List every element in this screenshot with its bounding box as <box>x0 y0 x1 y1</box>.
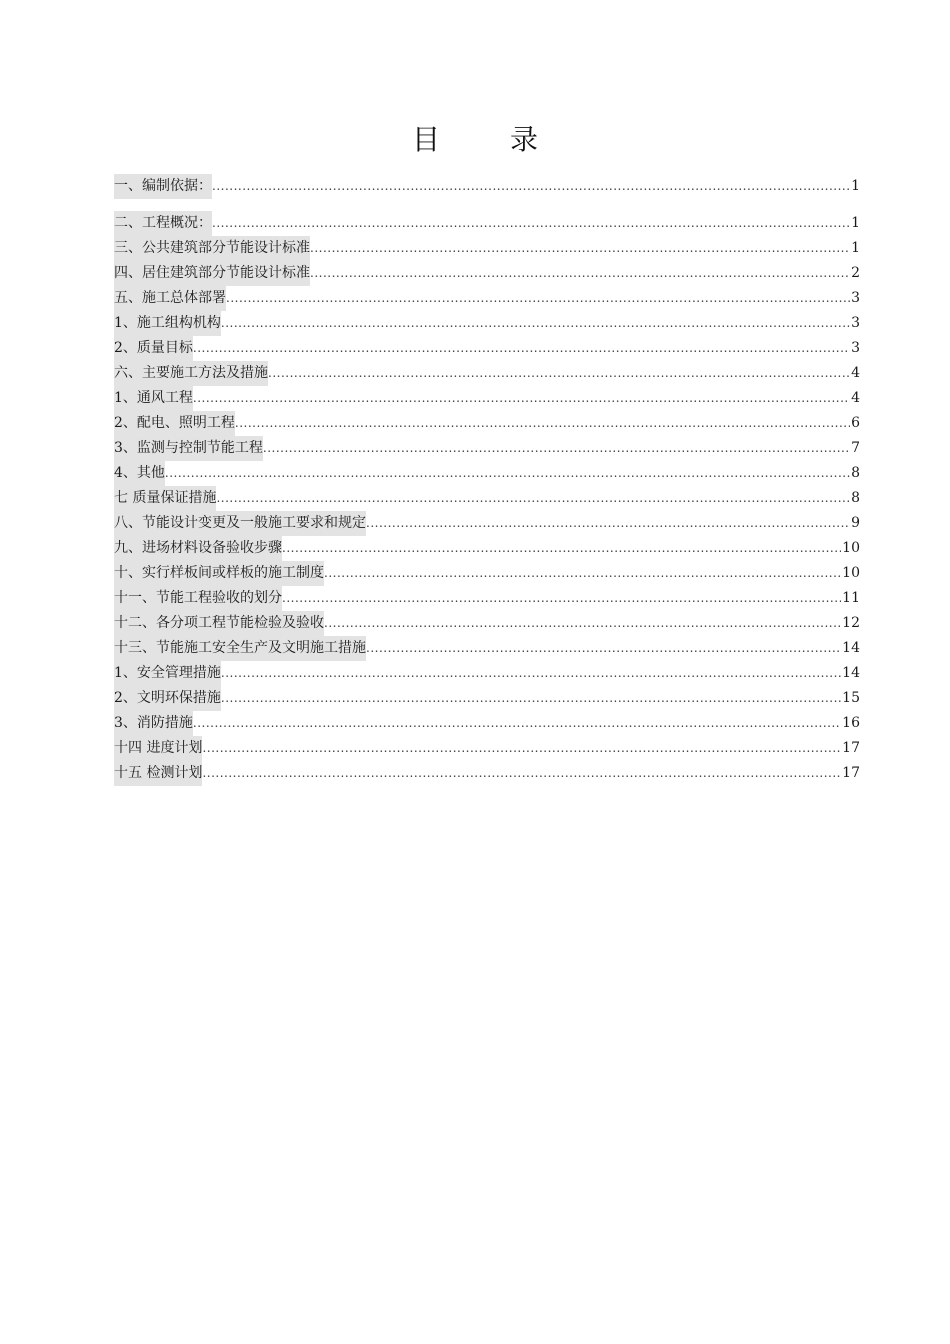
toc-entry[interactable] <box>114 286 860 311</box>
toc-entry[interactable] <box>114 361 860 386</box>
dot-leader <box>202 761 841 786</box>
toc-entry-page: 6 <box>851 415 860 431</box>
toc-entry-page: 1 <box>851 178 860 194</box>
dot-leader <box>221 661 841 686</box>
toc-entry-page: 4 <box>851 365 860 381</box>
toc-entry-label: 一、编制依据： <box>114 174 212 199</box>
toc-entry-page: 14 <box>842 640 860 656</box>
dot-leader <box>193 386 850 411</box>
toc-entry[interactable] <box>114 311 860 336</box>
toc-entry[interactable] <box>114 711 860 736</box>
dot-leader <box>202 736 841 761</box>
toc-entry-page: 3 <box>851 315 860 331</box>
toc-entry-page: 15 <box>842 690 860 706</box>
toc-entry[interactable] <box>114 561 860 586</box>
dot-leader <box>193 711 841 736</box>
toc-entry-page: 11 <box>842 590 860 606</box>
toc-entry-page: 1 <box>851 240 860 256</box>
table-of-contents <box>114 174 860 786</box>
toc-entry-label: 1、安全管理措施 <box>114 661 221 686</box>
toc-entry-page: 7 <box>851 440 860 456</box>
toc-entry-page: 9 <box>851 515 860 531</box>
toc-entry[interactable] <box>114 636 860 661</box>
toc-entry-label: 4、其他 <box>114 461 165 486</box>
dot-leader <box>221 311 850 336</box>
toc-entry-label: 1、施工组构机构 <box>114 311 221 336</box>
toc-title-char-2: 录 <box>510 123 539 156</box>
toc-entry[interactable] <box>114 611 860 636</box>
dot-leader <box>263 436 850 461</box>
toc-entry-label: 十二、各分项工程节能检验及验收 <box>114 611 324 636</box>
toc-entry-label: 3、监测与控制节能工程 <box>114 436 263 461</box>
toc-entry-label: 五、施工总体部署 <box>114 286 226 311</box>
toc-entry[interactable] <box>114 661 860 686</box>
dot-leader <box>216 486 850 511</box>
dot-leader <box>226 286 850 311</box>
toc-entry-label: 十三、节能施工安全生产及文明施工措施 <box>114 636 366 661</box>
toc-entry[interactable] <box>114 211 860 236</box>
dot-leader <box>310 236 850 261</box>
toc-entry-page: 16 <box>842 715 860 731</box>
dot-leader <box>324 611 841 636</box>
toc-entry-page: 12 <box>842 615 860 631</box>
toc-entry[interactable] <box>114 761 860 786</box>
dot-leader <box>366 511 850 536</box>
toc-entry[interactable] <box>114 236 860 261</box>
toc-entry-page: 2 <box>851 265 860 281</box>
dot-leader <box>235 411 850 436</box>
toc-entry-label: 八、节能设计变更及一般施工要求和规定 <box>114 511 366 536</box>
dot-leader <box>310 261 850 286</box>
toc-entry[interactable] <box>114 686 860 711</box>
toc-entry[interactable] <box>114 411 860 436</box>
toc-entry[interactable] <box>114 336 860 361</box>
toc-entry-label: 3、消防措施 <box>114 711 193 736</box>
dot-leader <box>212 211 850 236</box>
toc-entry-label: 二、工程概况： <box>114 211 212 236</box>
toc-entry[interactable] <box>114 486 860 511</box>
toc-entry-page: 3 <box>851 290 860 306</box>
toc-entry-page: 8 <box>851 490 860 506</box>
toc-entry-label: 四、居住建筑部分节能设计标准 <box>114 261 310 286</box>
toc-entry-page: 10 <box>842 565 860 581</box>
toc-entry[interactable] <box>114 461 860 486</box>
toc-entry[interactable] <box>114 511 860 536</box>
toc-entry-label: 七 质量保证措施 <box>114 486 216 511</box>
toc-entry[interactable] <box>114 174 860 211</box>
toc-entry-label: 六、主要施工方法及措施 <box>114 361 268 386</box>
toc-entry[interactable] <box>114 386 860 411</box>
toc-entry[interactable] <box>114 261 860 286</box>
toc-entry-page: 4 <box>851 390 860 406</box>
dot-leader <box>212 174 850 199</box>
toc-entry-label: 十四 进度计划 <box>114 736 202 761</box>
toc-title <box>0 118 950 158</box>
toc-entry[interactable] <box>114 436 860 461</box>
toc-entry-label: 十一、节能工程验收的划分 <box>114 586 282 611</box>
toc-entry-label: 1、通风工程 <box>114 386 193 411</box>
toc-entry-page: 10 <box>842 540 860 556</box>
toc-entry-label: 十五 检测计划 <box>114 761 202 786</box>
toc-entry-page: 14 <box>842 665 860 681</box>
toc-entry-label: 十、实行样板间或样板的施工制度 <box>114 561 324 586</box>
dot-leader <box>165 461 850 486</box>
toc-entry-page: 17 <box>842 740 860 756</box>
toc-entry-label: 2、质量目标 <box>114 336 193 361</box>
toc-entry-label: 九、进场材料设备验收步骤 <box>114 536 282 561</box>
dot-leader <box>324 561 841 586</box>
dot-leader <box>282 536 841 561</box>
toc-entry[interactable] <box>114 536 860 561</box>
toc-entry-page: 8 <box>851 465 860 481</box>
dot-leader <box>282 586 841 611</box>
toc-entry-label: 三、公共建筑部分节能设计标准 <box>114 236 310 261</box>
toc-entry-page: 3 <box>851 340 860 356</box>
toc-entry-page: 17 <box>842 765 860 781</box>
toc-entry-label: 2、文明环保措施 <box>114 686 221 711</box>
toc-entry[interactable] <box>114 586 860 611</box>
toc-entry-page: 1 <box>851 215 860 231</box>
dot-leader <box>268 361 850 386</box>
toc-title-char-1: 目 <box>411 123 440 156</box>
toc-entry[interactable] <box>114 736 860 761</box>
dot-leader <box>221 686 841 711</box>
dot-leader <box>193 336 850 361</box>
toc-entry-label: 2、配电、照明工程 <box>114 411 235 436</box>
dot-leader <box>366 636 841 661</box>
